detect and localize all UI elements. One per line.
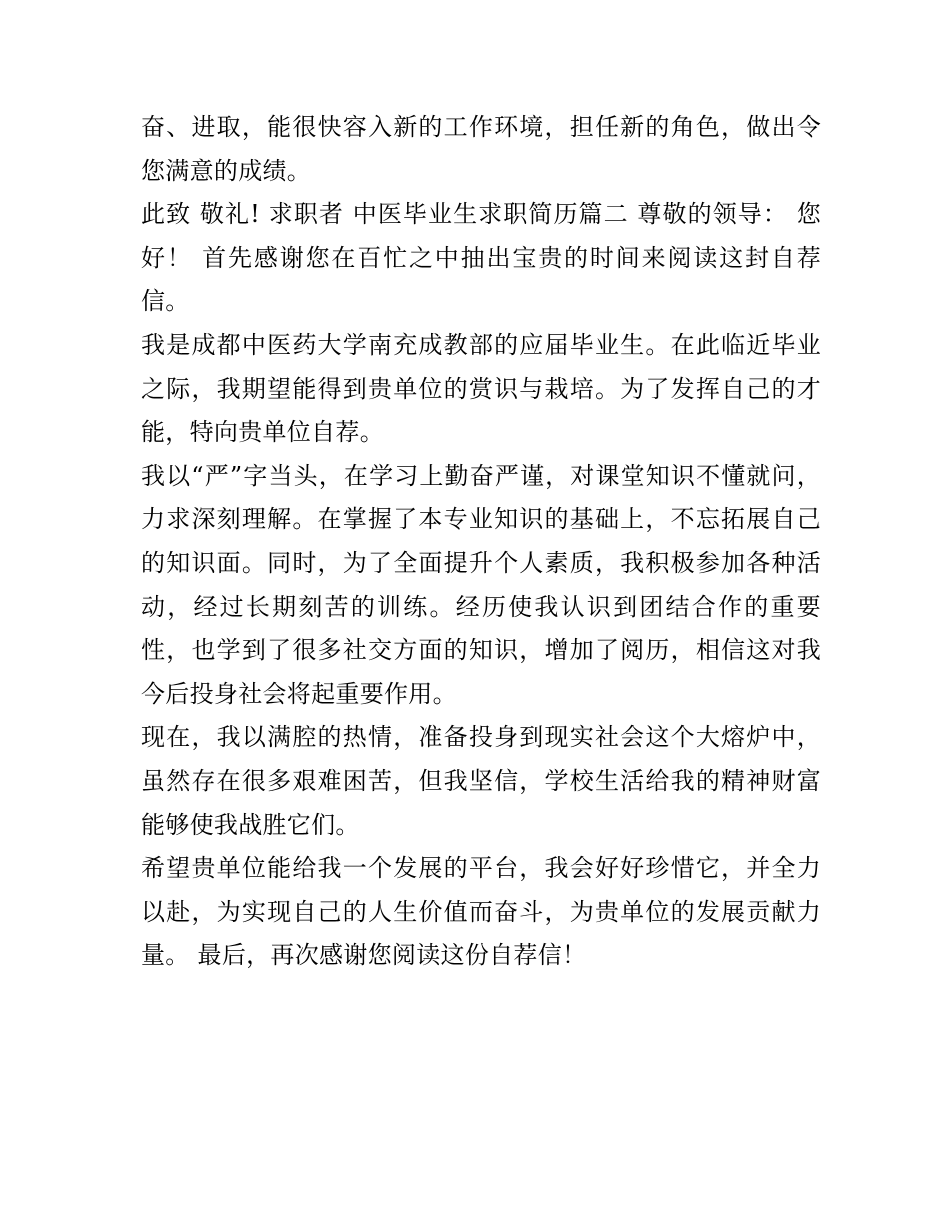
paragraph-closing: 希望贵单位能给我一个发展的平台，我会好好珍惜它，并全力以赴，为实现自己的人生价值而奋斗，为贵单位的发展贡献力量。 最后，再次感谢您阅读这份自荐信！ <box>141 854 821 970</box>
letter-body <box>141 106 821 978</box>
paragraph-continuation: 奋、进取，能很快容入新的工作环境，担任新的角色，做出令您满意的成绩。 <box>141 113 821 185</box>
paragraph-aspiration: 现在，我以满腔的热情，准备投身到现实社会这个大熔炉中，虽然存在很多艰难困苦，但我坚信，学校生活给我的精神财富能够使我战胜它们。 <box>141 723 821 839</box>
paragraph-introduction: 我是成都中医药大学南充成教部的应届毕业生。在此临近毕业之际，我期望能得到贵单位的赏识与栽培。为了发挥自己的才能，特向贵单位自荐。 <box>141 330 821 447</box>
paragraph-study-experience: 我以“严”字当头，在学习上勤奋严谨，对课堂知识不懂就问，力求深刻理解。在掌握了本专业知识的基础上，不忘拓展自己的知识面。同时，为了全面提升个人素质，我积极参加各种活动，经过长期刻苦的训练。经历使我认识到团结合作的重要性，也学到了很多社交方面的知识，增加了阅历，相信这对我今后投身社会将起重要作用。 <box>141 461 821 708</box>
paragraph-salutation: 此致 敬礼! 求职者 中医毕业生求职简历篇二 尊敬的领导： 您好！ 首先感谢您在百忙之中抽出宝贵的时间来阅读这封自荐信。 <box>141 200 821 316</box>
